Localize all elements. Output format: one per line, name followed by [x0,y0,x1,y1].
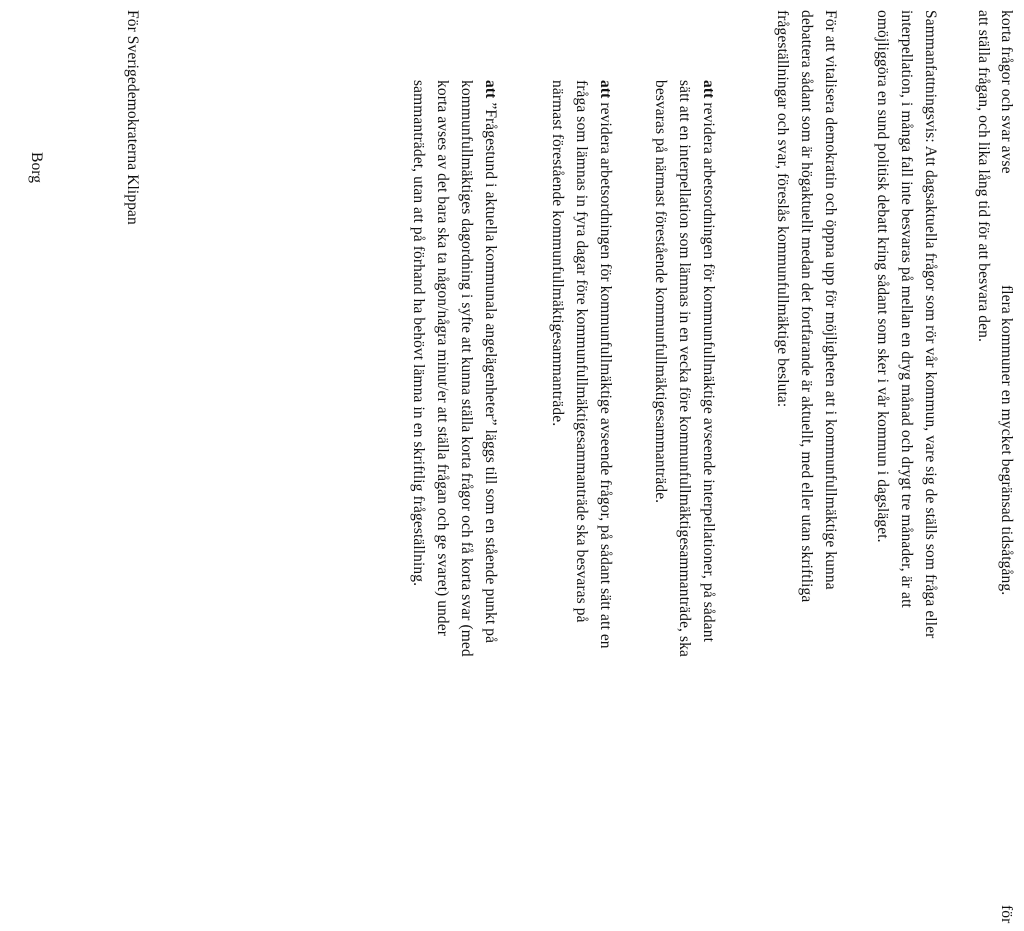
motion-3-line-1: att ”Frågestund i aktuella kommunala angelägenheter” läggs till som en stående punkt på [482,80,499,644]
motion-1-line-2: sätt att en interpellation som lämnas in en vecka före kommunfullmäktigesammanträde, ska [676,80,693,657]
proposal-line-1: För att vitalisera demokratin och öppna upp för möjligheten att i kommunfullmäktige kunna [822,10,839,590]
intro-line-1c: för [998,905,1015,924]
intro-line-2: att ställa frågan, och lika lång tid för att besvara den. [975,10,992,342]
intro-line-1a: korta frågor och svar avse [998,10,1015,174]
proposal-line-2: debattera sådant som är högaktuellt medan det fortfarande är aktuellt, med eller utan skriftliga [798,10,815,603]
motion-2-line-1: att revidera arbetsordningen för kommunfullmäktige avseende frågor, på sådant sätt att en [597,80,614,649]
motion-1-line-1: att revidera arbetsordningen för kommunfullmäktige avseende interpellationer, på sådant [700,80,717,643]
signature-name: Borg [28,152,45,184]
motion-3-line-3: korta avses av det bara ska ta någon/några minut/er att ställa frågan och ge svaret) under [434,80,451,637]
motion-3-line-4: sammanträdet, utan att på förhand ha behövt lämna in en skriftlig frågeställning. [410,80,427,587]
motion-2-line-3: närmast förestående kommunfullmäktigesammanträde. [549,80,566,427]
summary-line-2: interpellation, i många fall inte besvaras på mellan en dryg månad och drygt tre månader, är att [898,10,915,608]
intro-line-1b: flera kommuner en mycket begränsad tidsåtgång. [998,285,1015,596]
att-keyword: att [597,80,614,99]
motion-2-line-2: fråga som lämnas in fyra dagar före kommunfullmäktigesammanträde ska besvaras på [573,80,590,623]
motion-1-line-3: besvaras på närmast förestående kommunfullmäktigesammanträde. [652,80,669,504]
summary-line-3: omöjliggöra en sund politisk debatt kring sådant som sker i vår kommun i dagsläget. [874,10,891,543]
att-keyword: att [700,80,717,99]
att-keyword: att [482,80,499,99]
signature-party: För Sverigedemokraterna Klippan [124,10,141,225]
summary-line-1: Sammanfattningsvis: Att dagsaktuella frågor som rör vår kommun, vare sig de ställs som fråga eller [922,10,939,639]
proposal-line-3: frågeställningar och svar, föreslås kommunfullmäktige besluta: [774,10,791,408]
motion-3-line-2: kommunfullmäktiges dagordning i syfte att kunna ställa korta frågor och få korta svar (med [458,80,475,657]
